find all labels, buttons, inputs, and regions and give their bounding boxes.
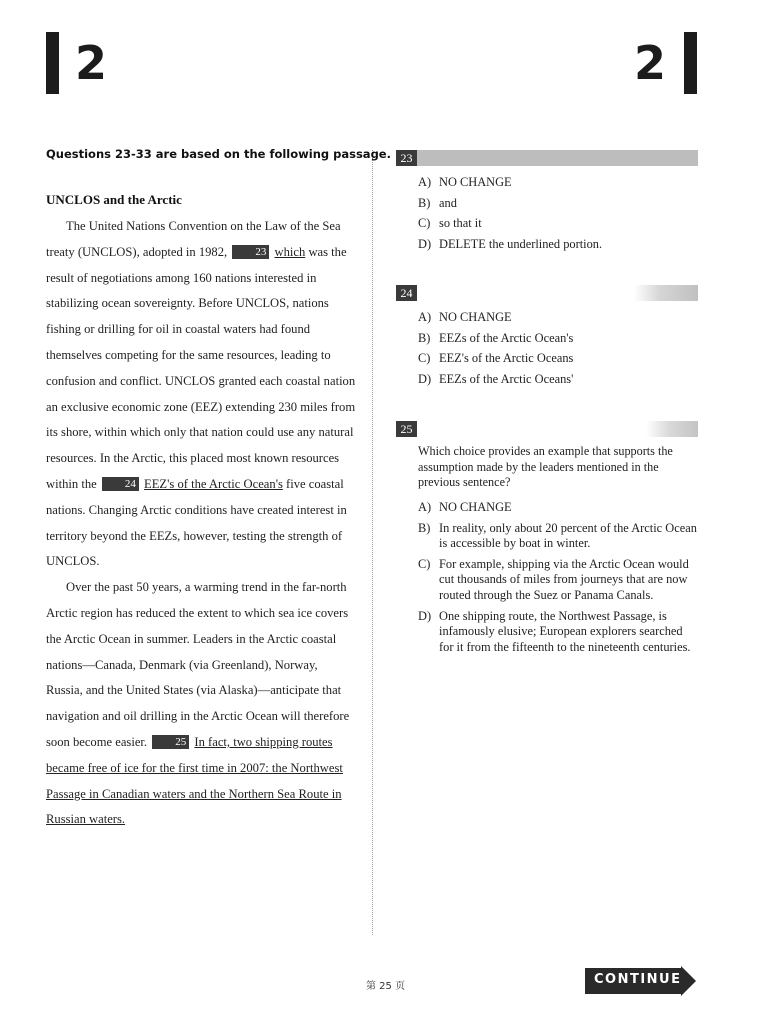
choice-text: DELETE the underlined portion.	[439, 237, 603, 252]
choice-text: EEZs of the Arctic Oceans'	[439, 372, 574, 387]
underlined-portion-23: which	[274, 244, 306, 259]
question-marker-25[interactable]: 25	[152, 735, 189, 749]
passage-intro: Questions 23-33 are based on the following passage.	[46, 147, 391, 161]
choice-letter: A)	[418, 175, 432, 189]
section-number-left: 2	[75, 36, 108, 90]
choice-letter: A)	[418, 310, 432, 324]
choice-25-c[interactable]	[418, 557, 700, 604]
choice-text: NO CHANGE	[439, 310, 512, 324]
choices-23	[418, 175, 700, 258]
choice-text: NO CHANGE	[439, 500, 512, 514]
passage-text: five coastal nations. Changing Arctic conditions have created interest in territory beyond the EEZs, however, testing the strength of UNCLOS.	[46, 476, 347, 569]
question-band-24	[634, 285, 698, 301]
choice-letter: C)	[418, 216, 431, 231]
choice-letter: B)	[418, 330, 431, 345]
choice-text: One shipping route, the Northwest Passage, is infamously elusive; European explorers searched for it from the fifteenth to the nineteenth centuries.	[439, 608, 691, 654]
choice-23-d[interactable]	[418, 237, 700, 253]
choice-text: so that it	[439, 216, 482, 231]
question-number-24: 24	[396, 285, 417, 301]
choice-letter: C)	[418, 351, 431, 366]
column-divider	[372, 150, 373, 935]
choice-23-c[interactable]	[418, 216, 700, 232]
passage-title: UNCLOS and the Arctic	[46, 192, 182, 207]
choice-text: EEZs of the Arctic Ocean's	[439, 330, 574, 345]
choice-letter: D)	[418, 372, 432, 387]
question-band-23	[417, 150, 698, 166]
choice-letter: C)	[418, 556, 431, 571]
question-header-24	[396, 285, 698, 301]
continue-label: CONTINUE	[594, 972, 682, 987]
question-stem-25: Which choice provides an example that supports the assumption made by the leaders mentioned in the previous sentence?	[418, 444, 673, 489]
choice-letter: B)	[418, 195, 431, 210]
question-marker-23[interactable]: 23	[232, 245, 269, 259]
passage-text: The United Nations Convention on the Law of the Sea treaty (UNCLOS), adopted in 1982,	[46, 219, 341, 259]
question-header-23	[396, 150, 698, 166]
choice-letter: D)	[418, 237, 432, 252]
choice-25-a[interactable]	[418, 500, 700, 516]
page-number: 第 25 页	[366, 981, 406, 992]
choice-24-c[interactable]	[418, 351, 700, 367]
passage-body	[46, 214, 356, 833]
choice-24-d[interactable]	[418, 372, 700, 388]
passage-paragraph-2	[46, 575, 356, 833]
choice-text: EEZ's of the Arctic Oceans	[439, 351, 574, 366]
choice-letter: B)	[418, 520, 431, 535]
continue-button[interactable]	[585, 966, 697, 996]
choice-24-a[interactable]	[418, 310, 700, 326]
choice-text: NO CHANGE	[439, 175, 512, 189]
passage-text: Over the past 50 years, a warming trend in the far-north Arctic region has reduced the extent to which sea ice covers the Arctic Ocean in summer. Leaders in the Arctic coastal nations—Canada, Denmark (via Greenland), Norway, Russia, and the United States (via Alaska)—anticipate that navigation and oil drilling in the Arctic Ocean will therefore soon become easier.	[46, 580, 350, 749]
choice-text: For example, shipping via the Arctic Ocean would cut thousands of miles from journeys that are now routed through the Suez or Panama Canals.	[439, 556, 689, 602]
choice-23-b[interactable]	[418, 196, 700, 212]
choice-25-b[interactable]	[418, 521, 700, 552]
choice-23-a[interactable]	[418, 175, 700, 191]
passage-paragraph-1	[46, 214, 356, 575]
choices-24	[418, 310, 700, 393]
underlined-portion-24: EEZ's of the Arctic Ocean's	[144, 476, 283, 491]
question-band-25	[646, 421, 698, 437]
choice-text: and	[439, 195, 457, 210]
underlined-portion-25: In fact, two shipping routes became free of ice for the first time in 2007: the Northwest Passage in Canadian waters and the Northern Sea Route in Russian waters.	[46, 734, 343, 827]
choices-25	[418, 500, 700, 660]
question-marker-24[interactable]: 24	[102, 477, 139, 491]
choice-24-b[interactable]	[418, 331, 700, 347]
choice-letter: A)	[418, 500, 432, 514]
section-number-right: 2	[634, 36, 667, 90]
choice-text: In reality, only about 20 percent of the Arctic Ocean is accessible by boat in winter.	[439, 520, 697, 551]
choice-letter: D)	[418, 608, 432, 623]
section-bar-left	[46, 32, 59, 94]
question-number-25: 25	[396, 421, 417, 437]
choice-25-d[interactable]	[418, 609, 700, 656]
passage-text: was the result of negotiations among 160 nations interested in stabilizing ocean sovereignty. Before UNCLOS, nations fishing or drilling for oil in coastal waters had found themselves competing for the same resources, leading to confusion and conflict. UNCLOS granted each coastal nation an exclusive economic zone (EEZ) extending 230 miles from its shore, within which only that nation could use any natural resources. In the Arctic, this placed most known resources within the	[46, 244, 356, 491]
question-number-23: 23	[396, 150, 417, 166]
question-header-25	[396, 421, 698, 437]
section-bar-right	[684, 32, 697, 94]
